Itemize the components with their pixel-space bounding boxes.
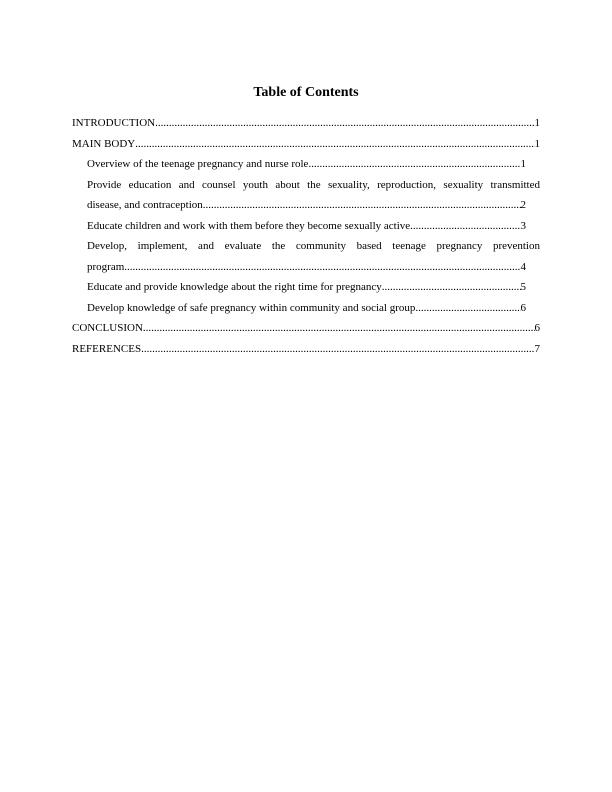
toc-leader-dots xyxy=(143,318,535,339)
toc-entry-text-line1: Develop, implement, and evaluate the community based teenage pregnancy prevention xyxy=(87,240,540,252)
toc-entry-main-body[interactable] xyxy=(72,134,540,155)
toc-entry-text: INTRODUCTION xyxy=(72,117,156,129)
toc-entry-conclusion[interactable] xyxy=(72,318,540,339)
toc-entry-text: MAIN BODY xyxy=(72,137,136,150)
toc-page-number: 6 xyxy=(534,322,540,334)
toc-page-number: 1 xyxy=(534,117,540,129)
toc-page-number: 3 xyxy=(520,219,526,232)
toc-entry-references[interactable] xyxy=(72,339,540,360)
toc-entry-right-time[interactable] xyxy=(72,277,540,298)
toc-entry-introduction[interactable] xyxy=(72,113,540,134)
toc-page-number: 6 xyxy=(520,301,526,314)
toc-entry-text-line2: program xyxy=(87,260,125,273)
toc-entry-text-line2: disease, and contraception xyxy=(87,199,203,211)
toc-page-number: 7 xyxy=(534,342,540,355)
toc-entry-text: REFERENCES xyxy=(72,342,142,355)
toc-entry-safe-pregnancy[interactable] xyxy=(72,298,540,319)
toc-leader-dots xyxy=(141,339,534,360)
toc-entry-text: Educate and provide knowledge about the right time for pregnancy xyxy=(87,281,382,293)
toc-leader-dots xyxy=(382,277,521,298)
toc-title: Table of Contents xyxy=(253,85,359,100)
toc-leader-dots xyxy=(135,134,534,155)
toc-leader-dots xyxy=(203,195,521,216)
toc-entry-text: Overview of the teenage pregnancy and nurse role xyxy=(87,158,309,170)
toc-entry-develop-program[interactable] xyxy=(72,236,540,277)
toc-leader-dots xyxy=(308,154,520,175)
toc-page-number: 4 xyxy=(520,260,526,273)
toc-leader-dots xyxy=(410,216,520,237)
toc-leader-dots xyxy=(155,113,534,134)
toc-leader-dots xyxy=(415,298,520,319)
toc-list xyxy=(72,113,540,359)
toc-page-number: 1 xyxy=(534,137,540,150)
toc-leader-dots xyxy=(124,257,520,278)
toc-entry-overview[interactable] xyxy=(72,154,540,175)
toc-entry-educate-children[interactable] xyxy=(72,216,540,237)
toc-entry-text-line1: Provide education and counsel youth about the sexuality, reproduction, sexuality transmitted xyxy=(87,178,540,191)
toc-page-number: 5 xyxy=(520,281,526,293)
toc-page-number: 2 xyxy=(520,199,526,211)
toc-entry-provide-education[interactable] xyxy=(72,175,540,216)
toc-entry-text: CONCLUSION xyxy=(72,322,143,334)
toc-entry-text: Develop knowledge of safe pregnancy within community and social group xyxy=(87,301,416,314)
toc-entry-text: Educate children and work with them before they become sexually active xyxy=(87,219,411,232)
toc-page-number: 1 xyxy=(520,158,526,170)
